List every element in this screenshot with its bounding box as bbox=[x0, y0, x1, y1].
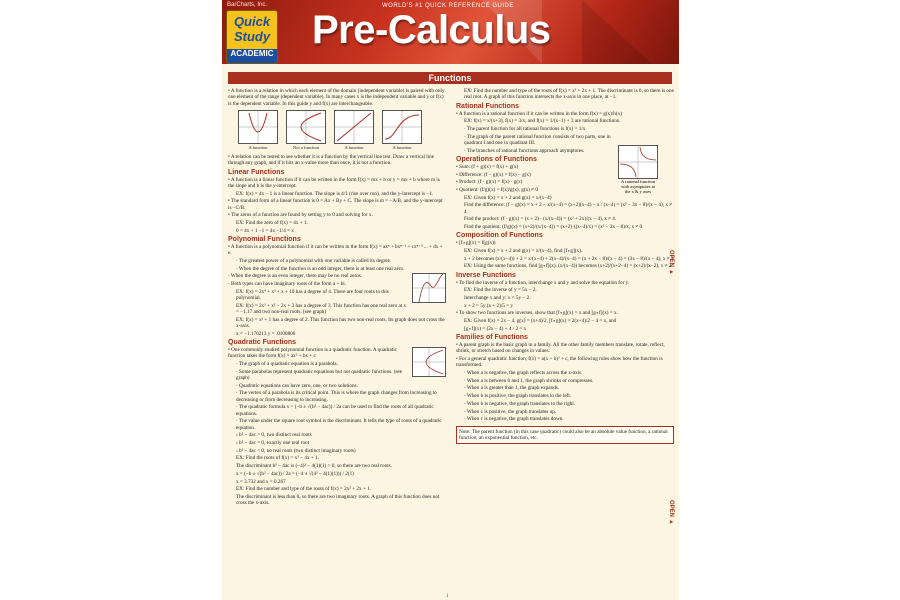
graph-caption: A rational function with asymptotes at the x & y axes bbox=[621, 179, 655, 194]
text-block: · The vertex of a parabola is its critical point. This is where the graph changes from increasing to decreasing or from decreasing to increasing. bbox=[236, 390, 437, 403]
text-block: • A function is a rational function if it can be written in the form f(x) = g(x)/h(x) bbox=[456, 110, 622, 117]
subheading-composition: Composition of Functions bbox=[456, 232, 543, 240]
side-tab-open: OPEN ▸ bbox=[668, 250, 674, 276]
banner-decoration bbox=[582, 0, 652, 64]
side-tab-open: OPEN ▸ bbox=[668, 500, 674, 526]
graph-svg bbox=[239, 111, 277, 143]
graph-svg bbox=[287, 111, 325, 143]
text-block: • A function is a linear function if it can be written in the form f(x) = mx + b or y = mx + b where m is the slope and b is the y-intercept. bbox=[228, 176, 440, 190]
graph-figure bbox=[238, 110, 278, 151]
equation-text: Find the difference: (f − g)(x) = x + 2 − x/(x−4) = (x+2)(x−4) − x / (x−4) = (x² − 3x − 8)/(x − 4), x ≠ 4 bbox=[464, 202, 673, 215]
text-block: • To find the inverse of a function, interchange x and y and solve the equation for y. bbox=[456, 279, 630, 286]
equation-text: x = (−b ± √(b² − 4ac)) / 2a = (−4 ± √(4² − 4(1)(1))) / 2(1) bbox=[236, 470, 354, 477]
text-block: › b² − 4ac = 0, exactly one real root bbox=[236, 440, 310, 447]
text-block: · When the degree of the function is an odd integer, there is at least one real zero. bbox=[236, 265, 405, 272]
equation-text: [g∘f](x) = (2x − 4) + 4 / 2 = x bbox=[464, 325, 527, 332]
graph-figure bbox=[286, 110, 326, 151]
graph-plot bbox=[286, 110, 326, 144]
graph-svg bbox=[413, 274, 445, 302]
example-text: EX: Using the same functions, find [g∘f](x). (x/(x−4)) becomes (x+2)/(x+2−4) = (x+2)/(x−2), x ≠ 2 bbox=[464, 263, 672, 270]
equation-text: 0 = 4x + 1 −1 = 4x −1/4 = x bbox=[236, 227, 294, 234]
text-block: • Quotient: (f/g)(x) = f(x)/g(x), g(x) ≠ 0 bbox=[456, 187, 538, 193]
graph-plot bbox=[382, 110, 422, 144]
quickstudy-logo bbox=[226, 10, 278, 64]
text-block: · When c is positive, the graph translates up. bbox=[464, 408, 557, 415]
text-block: • One commonly studied polynomial function is a quadratic function. A quadratic function takes the form f(x) = ax² + bx + c bbox=[228, 347, 397, 360]
subheading-polynomial: Polynomial Functions bbox=[228, 236, 301, 244]
text-block: · The graph of the parent rational function consists of two parts, one in quadrant I and one in quadrant III. bbox=[464, 133, 611, 146]
rational-graph bbox=[618, 145, 658, 194]
graph-plot bbox=[334, 110, 374, 144]
text-block: · When the degree is an even integer, there may be no real zeros. bbox=[228, 273, 363, 280]
text-block: • For a general quadratic function, f(x) = a(x + b)² + c, the following rules show how the function is transformed. bbox=[456, 356, 663, 369]
text-block: · Both types can have imaginary roots of the form a + bi. bbox=[228, 281, 347, 288]
example-text: EX: f(x) = 2x³ + x² − 2x + 3 has a degree of 3. This function has one real zero at x = −1.17 and two non-real roots. (see graph) bbox=[236, 302, 407, 316]
text-block: · When a is greater than 1, the graph expands. bbox=[464, 385, 560, 392]
note-text: Note: The parent function (in this case quadratic) could also be an absolute value function, a rational function, an exponential function, etc. bbox=[459, 428, 668, 441]
text-block: • The standard form of a linear function is 0 = Ax + By + C. The slope is m = −A/B, and the y-intercept is −C/B. bbox=[228, 198, 443, 211]
subheading-linear: Linear Functions bbox=[228, 168, 285, 176]
example-text: EX: Given f(x) = 2x − 4, g(x) = (x+4)/2, [f∘g](x) = 2(x+4)/2 − 4 = x, and bbox=[464, 318, 617, 325]
graph-plot bbox=[618, 145, 658, 179]
text-block: › b² − 4ac > 0, two distinct real roots bbox=[236, 432, 312, 439]
function-graphs bbox=[238, 110, 446, 151]
example-text: EX: Find the number and type of the roots of f(x) = 2x² + 2x + 1. bbox=[236, 486, 371, 493]
right-column bbox=[456, 88, 674, 444]
text-block: • A parent graph is the basic graph in a family. All the other family members translate, rotate, reflect, shrink, or stretch based on changes in values. bbox=[456, 342, 665, 355]
guide-tagline: WORLD'S #1 QUICK REFERENCE GUIDE bbox=[382, 3, 514, 9]
logo-line-2: Study bbox=[233, 29, 271, 44]
graph-svg bbox=[383, 111, 421, 143]
subheading-families: Families of Functions bbox=[456, 334, 528, 342]
subheading-operations: Operations of Functions bbox=[456, 155, 537, 163]
equation-text: x = 3.732 and x = 0.267 bbox=[236, 478, 286, 485]
text-block: · The parent function for all rational functions is f(x) = 1/x bbox=[464, 125, 586, 132]
example-text: EX: f(x) = 4x − 1 is a linear function. The slope is 4/1 (rise over run), and the y-intercept is −1. bbox=[236, 190, 434, 197]
example-text: EX: Find the zero of f(x) = 4x + 1. bbox=[236, 220, 308, 227]
example-text: The discriminant b² − 4ac is (−4)² − 4(1)(1) > 0, so there are two real roots. bbox=[236, 463, 392, 470]
text-block: · The branches of rational functions approach asymptotes. bbox=[464, 147, 585, 154]
text-block: · When c is negative, the graph translates down. bbox=[464, 416, 564, 423]
graph-figure bbox=[382, 110, 422, 151]
reference-sheet bbox=[222, 0, 679, 600]
equation-text: x + 2 becomes (x/(x−4)) + 2 = x/(x−4) + 2(x−4)/(x−4) = (x + 2x − 8)/(x − 4) = (3x − 8)/(x − 4), x ≠ 4 bbox=[464, 255, 674, 262]
example-text: EX: Find the inverse of y = 5x − 2. bbox=[464, 287, 537, 294]
text-block: • [f∘g](x) = f(g(x)) bbox=[456, 240, 496, 247]
text-block: · Quadratic equations can have zero, one, or two solutions. bbox=[236, 382, 358, 389]
parabola-graph bbox=[412, 347, 446, 377]
text-block: • Difference: (f − g)(x) = f(x) − g(x) bbox=[456, 171, 531, 178]
text-block: • The zeros of a function are found by setting y to 0 and solving for x. bbox=[228, 212, 373, 219]
graph-svg bbox=[335, 111, 373, 143]
graph-svg bbox=[413, 348, 445, 376]
text-block: › b² − 4ac < 0, no real roots (two distinct imaginary roots) bbox=[236, 447, 356, 454]
subheading-rational: Rational Functions bbox=[456, 102, 519, 110]
text-block: · The greatest power of a polynomial with one variable is called its degree. bbox=[236, 258, 392, 265]
equation-text: x + 2 = 5y (x + 2)/5 = y bbox=[464, 302, 514, 309]
subheading-quadratic: Quadratic Functions bbox=[228, 339, 297, 347]
graph-caption: Not a function bbox=[293, 144, 319, 150]
graph-caption: A function bbox=[344, 144, 364, 150]
example-text: Interchange x and y: x = 5y − 2. bbox=[464, 295, 531, 302]
example-text: EX: f(x) = 2x⁴ + x³ + x + 10 has a degree of 4. There are four roots to this polynomial. bbox=[236, 288, 389, 302]
logo-line-3: ACADEMIC bbox=[227, 49, 277, 63]
text-block: · The graph of a quadratic equation is a parabola. bbox=[236, 361, 338, 368]
example-text: EX: Find the roots of f(x) = x² − 4x + 1. bbox=[236, 455, 319, 462]
page-title: Pre-Calculus bbox=[312, 8, 551, 52]
equation-text: Find the quotient: (f/g)(x) = (x+2)/(x/(x−4)) = (x+2)·((x−4)/x) = (x² − 2x − 8)/x, x ≠ 0 bbox=[464, 224, 643, 231]
graph-figure bbox=[334, 110, 374, 151]
example-text: The discriminant is less than 0, so there are two imaginary roots. A graph of this function does not cross the x-axis. bbox=[236, 493, 440, 507]
subheading-inverse: Inverse Functions bbox=[456, 271, 516, 279]
note-box bbox=[456, 426, 674, 445]
graph-plot bbox=[238, 110, 278, 144]
example-text: EX: f(x) = x² + 1 has a degree of 2. This function has two non-real roots. Its graph does not cross the x-axis. bbox=[236, 316, 445, 330]
text-block: • Sum: (f + g)(x) = f(x) + g(x) bbox=[456, 163, 519, 170]
graph-caption: x = −1.170213 y = .0100806 bbox=[236, 330, 296, 337]
publisher-name: BarCharts, Inc. bbox=[227, 2, 268, 8]
text-block: • A relation can be tested to see whether it is a function by the vertical line test. Draw a vertical line through any graph, and if it hits an x-value more than once, it is not a function. bbox=[228, 154, 435, 167]
text-block: • To show two functions are inverses, show that [f∘g](x) = x and [g∘f](x) = x. bbox=[456, 310, 618, 317]
example-text: EX: Given f(x) = x + 2 and g(x) = x/(x−4), find [f∘g](x). bbox=[464, 248, 583, 255]
header-banner bbox=[222, 0, 679, 64]
text-block: · When a is negative, the graph reflects across the x-axis. bbox=[464, 370, 583, 377]
example-text: EX: Given f(x) = x + 2 and g(x) = x/(x−4) bbox=[464, 194, 552, 201]
logo-line-1: Quick bbox=[233, 14, 271, 29]
text-block: · When b is negative, the graph translates to the right. bbox=[464, 400, 576, 407]
polynomial-graph bbox=[412, 273, 446, 303]
left-column bbox=[228, 88, 446, 508]
text-block: · When a is between 0 and 1, the graph shrinks or compresses. bbox=[464, 377, 594, 384]
text-block: · The value under the square root symbol is the discriminant. It tells the type of roots of a quadratic equation. bbox=[236, 418, 442, 431]
text-block: • Product: (f · g)(x) = f(x) · g(x) bbox=[456, 179, 523, 186]
text-block: • A function is a polynomial function if it can be written in the form f(x) = axⁿ + bxⁿ⁻¹ + cxⁿ⁻² ... + dx + e. bbox=[228, 244, 443, 257]
text-block: • A function is a relation in which each element of the domain (independent variable) is paired with only one element of the range (dependent variable). In many cases x is the independent variable and y or f(x) is the dependent variable. In this guide y and f(x) are interchangeable. bbox=[228, 88, 445, 107]
text-block: · The quadratic formula x = (−b ± √(b² − 4ac)) / 2a can be used to find the roots of all quadratic equations. bbox=[236, 404, 434, 417]
graph-svg bbox=[619, 146, 657, 178]
equation-text: Find the product: (f · g)(x) = (x + 2) · (x/(x−4)) = (x² + 2x)/(x − 4), x ≠ 4. bbox=[464, 216, 617, 223]
section-heading-functions: Functions bbox=[228, 72, 672, 84]
example-text: EX: f(x) = x/(x+3), f(x) = 3/x, and f(x) = 1/(x−1) + 3 are rational functions. bbox=[464, 118, 621, 125]
example-text: EX: Find the number and type of the roots of f(x) = x² + 2x + 1. The discriminant is 0, so there is one real root. A graph of this function intersects the x-axis in one place, at −1. bbox=[464, 88, 674, 101]
graph-caption: A function bbox=[248, 144, 268, 150]
graph-caption: A function bbox=[392, 144, 412, 150]
text-block: · When b is positive, the graph translates to the left. bbox=[464, 393, 572, 400]
text-block: · Some parabolas represent quadratic equations but not quadratic functions. (see graph) bbox=[236, 368, 403, 382]
page-number: 1 bbox=[446, 594, 449, 599]
